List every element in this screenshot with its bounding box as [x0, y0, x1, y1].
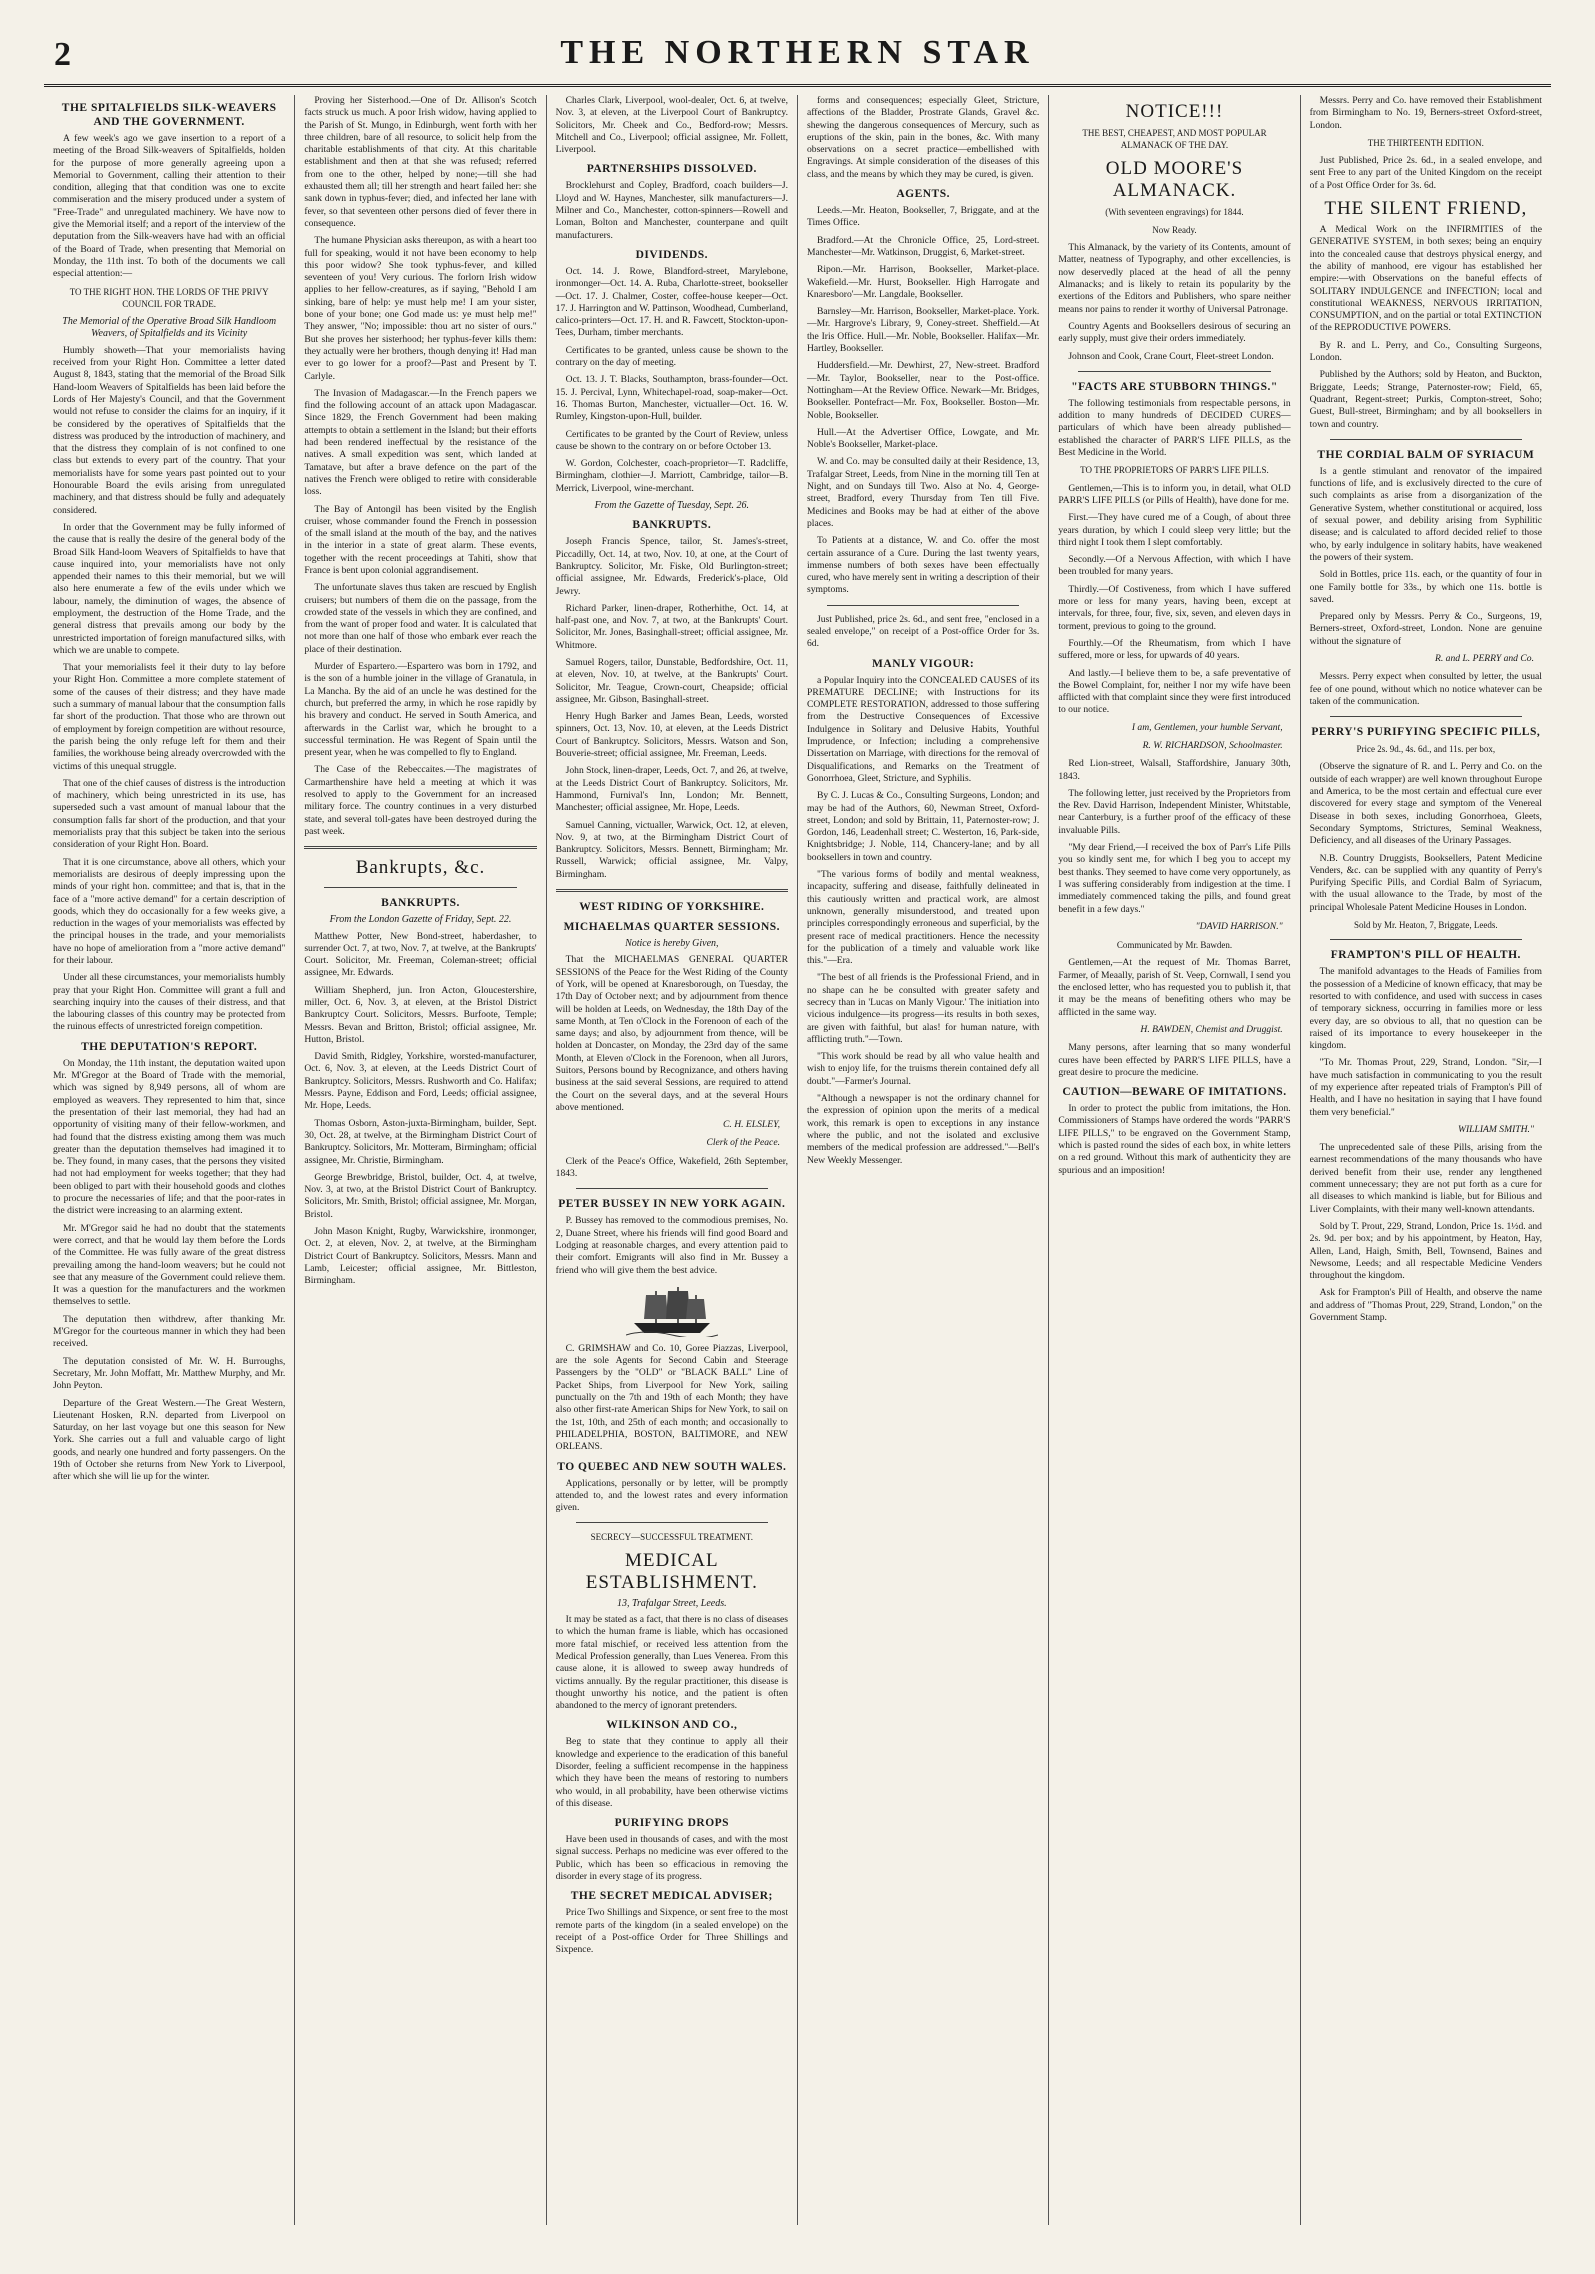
notice-subheading: Notice is hereby Given,	[625, 938, 719, 950]
paragraph: In order that the Government may be fully informed of the cause that is really the desire of the general body of the Broad Silk Hand-loom Weavers of Spitalfields to have that cause inquired into, your memorialists have not only appended their names to this their memorial, but we will also here enumerate a few of the evils under which we labour, namely, the diminution of wages, the absence of employment, the destruction of the Home Trade, and the general distress that prevails among our body by the unrestricted importation of foreign manufactured silks, with which we are unable to compete.	[53, 521, 286, 656]
paragraph: The Bay of Antongil has been visited by the English cruiser, whose commander found the French in possession of the small island at the mouth of the bay, and the natives in the interior in a state of great alarm. These events, together with the recent proceedings at Tahiti, show that France is bent upon colonial aggrandisement.	[304, 503, 537, 576]
paragraph: First.—They have cured me of a Cough, of about three years duration, by which I could sleep very little; but the third night I took them I slept comfortably.	[1058, 512, 1291, 548]
advert-heading: MEDICAL ESTABLISHMENT.	[585, 1549, 758, 1593]
paragraph: It may be stated as a fact, that there is no class of diseases to which the human frame is liable, which has occasioned more fatal mischief, or received less attention from the Medical Profession generally, than Lues Venerea. From this cause alone, it is allowed to sweep away hundreds of victims annually. By the regular practitioner, this disease is thought unworthy his notice, and the patient is often abandoned to the mercy of ignorant pretenders.	[555, 1614, 788, 1712]
column-1	[44, 95, 295, 2225]
column-3	[547, 95, 798, 2225]
paragraph: That it is one circumstance, above all others, which your memorialists are desirous of deeply impressing upon the minds of your right hon. committee; and that is, that in the face of a "more active demand" for a certain description of goods, which they do occasionally for a few weeks give, a reduction in the wages of your memorialists was effected by the principal houses in the trade, and your memorialists have no hope of amelioration from a "more active demand" for their labour.	[53, 856, 286, 966]
paragraph: By C. J. Lucas & Co., Consulting Surgeons, London; and may be had of the Authors, 60, Newman Street, Oxford-street, London; and sold by Brittain, 11, Paternoster-row; J. Gordon, 146, Leadenhall street; C. Westerton, 16, Park-side, Knightsbridge; J. Noble, 114, Chancery-lane; and by all booksellers in town and country.	[806, 790, 1040, 863]
paragraph: W. Gordon, Colchester, coach-proprietor—T. Radcliffe, Birmingham, clothier—J. Marriott, Cambridge, tailor—B. Merrick, Liverpool, wine-merchant.	[555, 458, 788, 494]
paragraph: Richard Parker, linen-draper, Rotherhithe, Oct. 14, at half-past one, and Nov. 7, at two, at the Bankrupts' Court. Solicitor, Mr. Jones, Basinghall-street; official assignee, Mr. Whitmore.	[555, 602, 788, 651]
paragraph: Price Two Shillings and Sixpence, or sent free to the most remote parts of the kingdom (in a sealed envelope) on the receipt of a Post-office Order for Three Shillings and Sixpence.	[555, 1907, 788, 1956]
paragraph: Hull.—At the Advertiser Office, Lowgate, and Mr. Noble's Bookseller, Market-place.	[806, 426, 1040, 451]
paragraph: Samuel Rogers, tailor, Dunstable, Bedfordshire, Oct. 11, at eleven, Nov. 10, at twelve, at the Bankrupts' Court. Solicitor, Mr. Teague, Crown-court, Cheapside; official assignee, Mr. Gibson, Basinghall-street.	[555, 656, 788, 705]
notice-heading: WEST RIDING OF YORKSHIRE.	[579, 901, 765, 914]
paragraph: Is a gentle stimulant and renovator of the impaired functions of life, and is exclusively directed to the cure of such complaints as arise from a disorganization of the Generative System, whether constitutional or acquired, loss of sexual power, and debility arising from Syphilitic disease; and is calculated to afford decided relief to those who, by early indulgence in solitary habits, have weakened the powers of their system.	[1309, 465, 1542, 563]
paragraph: C. GRIMSHAW and Co. 10, Goree Piazzas, Liverpool, are the sole Agents for Second Cabin and Steerage Passengers by the "OLD" or "BLACK BALL" Line of Packet Ships, from Liverpool for New York, sailing punctually on the 7th and 19th of each Month; they have also other first-rate American Ships for New York, to sail on the 1st, 10th, and 25th of each month; and occasionally to PHILADELPHIA, BOSTON, BALTIMORE, and NEW ORLEANS.	[555, 1342, 788, 1453]
paragraph: John Mason Knight, Rugby, Warwickshire, ironmonger, Oct. 2, at eleven, Nov. 2, at twelve, at the Birmingham District Court of Bankruptcy. Solicitors, Messrs. Mann and Lamb, Leicester; official assignee, Mr. Bittleston, Birmingham.	[304, 1226, 537, 1287]
newspaper-title: THE NORTHERN STAR	[560, 34, 1035, 71]
paragraph: That one of the chief causes of distress is the introduction of machinery, which being unrestricted in its use, has superseded such a vast amount of manual labour that the consumption falls far short of the production, and that your memorialists pray that this subject be taken into the serious consideration of your Right Hon. Board.	[53, 777, 286, 851]
section-heading: Bankrupts, &c.	[355, 857, 486, 879]
paragraph: Brocklehurst and Copley, Bradford, coach builders—J. Lloyd and W. Haynes, Manchester, silk manufacturers—J. Milner and Co., Manchester, cotton-spinners—Rowell and Loman, Bolton and Manchester, counterpane and quilt manufacturers.	[555, 180, 788, 241]
paragraph: Have been used in thousands of cases, and with the most signal success. Perhaps no medicine was ever offered to the Public, which has been so efficacious in removing the disorder in every stage of its progress.	[555, 1834, 788, 1883]
paragraph: The deputation consisted of Mr. W. H. Burroughs, Secretary, Mr. John Moffatt, Mr. Matthew Murphy, and Mr. John Peyton.	[53, 1355, 286, 1392]
advert-heading: THE CORDIAL BALM OF SYRIACUM	[1317, 448, 1535, 461]
paragraph: Johnson and Cook, Crane Court, Fleet-street London.	[1068, 350, 1274, 362]
section-heading: PARTNERSHIPS DISSOLVED.	[586, 163, 757, 176]
paragraph: A few week's ago we gave insertion to a report of a meeting of the Broad Silk-weavers of Spitalfields, holden for the purpose of more generally agreeing upon a Memorial to Government, calling their attention to their condition, alleging that that condition was one to excite commiseration and the misery produced under a system of "Free-Trade" and unregulated machinery. We have now to give the Memorial itself; and a report of the interview of the deputation from the Silk-weavers have had with an official of the Board of Trade, when presenting that Memorial on Monday, the 11th inst. To both of the documents we call especial attention:—	[53, 133, 286, 280]
paragraph: Sold by T. Prout, 229, Strand, London, Price 1s. 1½d. and 2s. 9d. per box; and by his appointment, by Heaton, Hay, Allen, Land, Haigh, Smith, Bell, Townsend, Baines and Newsome, Leeds; and all respectable Medicine Venders throughout the kingdom.	[1309, 1220, 1542, 1282]
paragraph: Thirdly.—Of Costiveness, from which I have suffered more or less for many years, having been, except at intervals, for three, four, five, six, seven, and eleven days in torment, previous to going to the ground.	[1058, 583, 1291, 632]
paragraph: Oct. 14. J. Rowe, Blandford-street, Marylebone, ironmonger—Oct. 14. A. Ruba, Charlotte-street, bookseller—Oct. 17. J. Chalmer, Coster, coffee-house keeper—Oct. 17. J. Harrington and W. Pattinson, Woodhead, Cumberland, calico-printers—Oct. 17. H. and R. Fawcett, Stockton-upon-Tees, Durham, timber merchants.	[555, 265, 788, 339]
sailing-ship-icon	[626, 1285, 718, 1337]
column-2	[295, 95, 546, 2225]
paragraph: "This work should be read by all who value health and wish to enjoy life, for the truisms therein contained defy all doubt."—Farmer's Journal.	[806, 1051, 1040, 1087]
paragraph: On Monday, the 11th instant, the deputation waited upon Mr. M'Gregor at the Board of Trade with the memorial, which was signed by 8,949 persons, all of whom are employed as weavers. They represented to him that, since the presentation of their last memorial, they had had an opportunity of visiting many of their fellow-workmen, and had found that the distress existing among them was much greater than the deputation themselves had imagined it to be. They found, in many cases, that the persons they visited had not had employment for weeks together; that they had been obliged to part with their household goods and clothes to procure the necessaries of life; and that the poor-rates in the district were increasing to an alarming extent.	[53, 1057, 286, 1217]
signature: R. W. RICHARDSON, Schoolmaster.	[1142, 739, 1283, 751]
paragraph: The Case of the Rebeccaites.—The magistrates of Carmarthenshire have held a meeting at which it was resolved to apply to the Government for an increased military force. The country continues in a very disturbed state, and several toll-gates have been destroyed during the past week.	[304, 764, 537, 837]
gazette-date: From the London Gazette of Friday, Sept. 22.	[329, 914, 512, 926]
paragraph: A Medical Work on the INFIRMITIES of the GENERATIVE SYSTEM, in both sexes; being an enquiry into the concealed cause that destroys physical energy, and the ability of manhood, ere vigour has established her empire:—with Observations on the baneful effects of SOLITARY INDULGENCE and INFECTION; local and constitutional WEAKNESS, NERVOUS IRRITATION, CONSUMPTION, and on the partial or total EXTINCTION of the REPRODUCTIVE POWERS.	[1309, 224, 1542, 334]
paragraph: Under all these circumstances, your memorialists humbly pray that your Right Hon. Committee will grant a full and searching inquiry into the causes of their distress, and that the labouring classes of this country may be protected from the ruinous effects of unrestricted foreign competition.	[53, 972, 286, 1033]
column-5	[1049, 95, 1300, 2225]
paragraph: Messrs. Perry and Co. have removed their Establishment from Birmingham to No. 19, Berners-street Oxford-street, London.	[1309, 95, 1542, 131]
paragraph: Charles Clark, Liverpool, wool-dealer, Oct. 6, at twelve, Nov. 3, at eleven, at the Liverpool Court of Bankruptcy. Solicitors, Mr. Cheek and Co., Bedford-row; Messrs. Mitchell and Co., Liverpool; official assignee, Mr. Follett, Liverpool.	[555, 95, 788, 156]
paragraph: "The various forms of bodily and mental weakness, incapacity, suffering and disease, faithfully delineated in this cautiously written and practical work, are almost unknown, generally misunderstood, and treated upon principles correspondingly erroneous and superficial, by the present race of medical practitioners. Hence the necessity for the publication of a timely and valuable work like this."—Era.	[806, 869, 1040, 967]
paragraph: Gentlemen,—At the request of Mr. Thomas Barret, Farmer, of Meaally, parish of St. Veep, Cornwall, I send you the enclosed letter, who has requested you to publish it, that it may be the means of benefiting others who may be afflicted in the same way.	[1058, 957, 1291, 1018]
paragraph: Joseph Francis Spence, tailor, St. James's-street, Piccadilly, Oct. 14, at two, Nov. 10, at one, at the Court of Bankruptcy. Solicitor, Mr. Fiske, Old Burlington-street; official assignee, Mr. Edwards, Frederick's-place, Old Jewry.	[555, 536, 788, 597]
almanack-subheading: (With seventeen engravings) for 1844.	[1105, 206, 1244, 217]
paragraph: W. and Co. may be consulted daily at their Residence, 13, Trafalgar Street, Leeds, from Nine in the morning till Ten at Night, and on Sundays till Two. Also at No. 4, George-street, Bradford, every Thursday from Ten till Five. Medicines and Books may be had at either of the above places.	[806, 456, 1040, 529]
advert-heading: THE SILENT FRIEND,	[1324, 198, 1528, 220]
advert-tagline: SECRECY—SUCCESSFUL TREATMENT.	[590, 1532, 753, 1543]
price-line: Price 2s. 9d., 4s. 6d., and 11s. per box,	[1356, 744, 1496, 755]
signature: "DAVID HARRISON."	[1195, 920, 1283, 932]
paragraph: Thomas Osborn, Aston-juxta-Birmingham, builder, Sept. 30, Oct. 28, at twelve, at the Birmingham District Court of Bankruptcy. Solicitors, Mr. Motteram, Birmingham; official assignee, Mr. Christie, Birmingham.	[304, 1117, 537, 1166]
paragraph: Matthew Potter, New Bond-street, haberdasher, to surrender Oct. 7, at two, Nov. 7, at twelve, at the Bankrupts' Court. Solicitor, Mr. Freeman, Coleman-street; official assignee, Mr. Edwards.	[304, 930, 537, 979]
letter-source: Communicated by Mr. Bawden.	[1116, 940, 1233, 951]
address-line: TO THE RIGHT HON. THE LORDS OF THE PRIVY COUNCIL FOR TRADE.	[69, 286, 269, 309]
almanack-heading: OLD MOORE'S ALMANACK.	[1105, 157, 1244, 201]
paragraph: Leeds.—Mr. Heaton, Bookseller, 7, Briggate, and at the Times Office.	[806, 205, 1040, 229]
divider	[1330, 716, 1522, 717]
paragraph: Messrs. Perry expect when consulted by letter, the usual fee of one pound, without which no notice whatever can be taken of the communication.	[1309, 671, 1542, 707]
paragraph: Many persons, after learning that so many wonderful cures have been effected by PARR'S LIFE PILLS, have a great desire to procure the medicine.	[1058, 1042, 1291, 1078]
paragraph: Fourthly.—Of the Rheumatism, from which I have suffered, more or less, for upwards of 40 years.	[1058, 637, 1291, 662]
paragraph: Just Published, price 2s. 6d., and sent free, "enclosed in a sealed envelope," on receipt of a Post-office Order for 3s. 6d.	[806, 613, 1040, 650]
section-heading: BANKRUPTS.	[381, 897, 460, 910]
masthead	[44, 30, 1551, 87]
notice-subheading: THE BEST, CHEAPEST, AND MOST POPULAR ALMANACK OF THE DAY.	[1082, 128, 1267, 151]
section-heading: AGENTS.	[896, 188, 950, 201]
memorial-title: The Memorial of the Operative Broad Silk Handloom Weavers, of Spitalfields and its Vicinity	[62, 316, 277, 340]
advert-heading: TO QUEBEC AND NEW SOUTH WALES.	[557, 1460, 787, 1473]
paragraph: Certificates to be granted, unless cause be shown to the contrary on the day of meeting.	[555, 344, 788, 369]
paragraph: Proving her Sisterhood.—One of Dr. Allison's Scotch facts struck us much. A poor Irish widow, having applied to the Parish of St. Mungo, in Edinburgh, went forth with her three children, bare of all resource, to solicit help from the charitable establishments of that city. At this charitable establishment and then at that she was refused; referred from one to the other, helped by none;—till she had exhausted them all; till her strength and heart failed her: she sank down in typhus-fever; died, and infected her lane with fever, so that seventeen other persons died of fever there in consequence.	[304, 95, 537, 229]
paragraph: The following letter, just received by the Proprietors from the Rev. David Harrison, Independent Minister, Whitstable, near Canterbury, is a further proof of the efficacy of these invaluable Pills.	[1058, 787, 1291, 836]
column-4	[798, 95, 1049, 2225]
paragraph: The unfortunate slaves thus taken are rescued by English cruisers; but numbers of them die on the passage, from the crowded state of the vessels in which they are confined, and from the want of proper food and water. It is calculated that not more than one half of those who embark ever reach the place of their destination.	[304, 582, 537, 655]
paragraph: Samuel Canning, victualler, Warwick, Oct. 12, at eleven, Nov. 9, at two, at the Birmingham District Court of Bankruptcy. Solicitors, Messrs. Bennett, Birmingham; Mr. Russell, Warwick; official assignee, Mr. Valpy, Birmingham.	[555, 819, 788, 880]
paragraph: Murder of Espartero.—Espartero was born in 1792, and is the son of a humble joiner in the village of Granatula, in La Mancha. By the aid of an uncle he was destined for the church, but preferred the army, in which he rose rapidly by his bravery and conduct. He served in South America, and afterwards in the Carlist war, which he brought to a successful termination. He was Regent of Spain until the present year, when he was compelled to fly to England.	[304, 661, 537, 759]
paragraph: Certificates to be granted by the Court of Review, unless cause be shown to the contrary on or before October 13.	[555, 428, 788, 452]
notice-heading: NOTICE!!!	[1125, 101, 1224, 122]
paragraph: To Patients at a distance, W. and Co. offer the most certain assurance of a Cure. During the last twenty years, immense numbers of both sexes have been effectually cured, who have merely sent in writing a description of their symptoms.	[806, 535, 1040, 596]
paragraph: (Observe the signature of R. and L. Perry and Co. on the outside of each wrapper) are well known throughout Europe and America, to be the most certain and effectual cure ever discovered for every stage and symptom of the Venereal Disease in both sexes, including Gonorrhoea, Gleets, Secondary Symptoms, Strictures, Seminal Weakness, Deficiency, and all diseases of the Urinary Passages.	[1309, 761, 1542, 847]
paragraph: That the MICHAELMAS GENERAL QUARTER SESSIONS of the Peace for the West Riding of the County of York, will be opened at Knaresborough, on Tuesday, the 17th Day of October next; and by adjournment from thence will be holden at Leeds, on Wednesday, the 18th Day of the same Month, at Ten o'Clock in the Forenoon of each of the same days; and also, by adjournment from thence, will be holden at Doncaster, on Monday, the 23rd day of the same Month, at Eleven o'Clock in the Forenoon, when all Jurors, Suitors, Persons bound by Recognizance, and others having business at the said several Sessions, are required to attend the Court on the several days, and at the several Hours above mentioned.	[555, 954, 788, 1113]
paragraph: George Brewbridge, Bristol, builder, Oct. 4, at twelve, Nov. 3, at two, at the Bristol District Court of Bankruptcy. Solicitors, Mr. Smith, Bristol; official assignee, Mr. Morgan, Bristol.	[304, 1171, 537, 1220]
divider	[324, 887, 516, 888]
paragraph: The Invasion of Madagascar.—In the French papers we find the following account of an attack upon Madagascar. Since 1829, the French Government had been making attempts to obtain a settlement in the Island; but their efforts had been rendered ineffectual by the resistance of the natives. A small expedition was sent, which landed at Tamatave, but after a brave defence on the part of the natives the French were obliged to retire with considerable loss.	[304, 387, 537, 498]
notice-heading: MICHAELMAS QUARTER SESSIONS.	[563, 921, 781, 934]
paragraph: Red Lion-street, Walsall, Staffordshire, January 30th, 1843.	[1058, 758, 1291, 782]
advert-heading: "FACTS ARE STUBBORN THINGS."	[1071, 380, 1278, 393]
paragraph: forms and consequences; especially Gleet, Stricture, affections of the Bladder, Prostrate Glands, Gravel &c. shewing the dangerous consequences of Mercury, such as eruptions of the skin, pain in the bones, &c. With many observations on a secret practice—embellished with Engravings. At simple consideration of the diseases of this class, and the means by which they may be cured, is given.	[806, 95, 1040, 180]
paragraph: John Stock, linen-draper, Leeds, Oct. 7, and 26, at twelve, at the Leeds District Court of Bankruptcy. Solicitors, Mr. Hammond, Furnival's Inn, London; Mr. Bennett, Manchester; official assignee, Mr. Hope, Leeds.	[555, 765, 788, 814]
signature-title: Clerk of the Peace.	[706, 1137, 780, 1149]
paragraph: The deputation then withdrew, after thanking Mr. M'Gregor for the courteous manner in which they had been received.	[53, 1313, 286, 1350]
paragraph: Applications, personally or by letter, will be promptly attended to, and the lowest rates and every information given.	[555, 1477, 788, 1514]
paragraph: Ask for Frampton's Pill of Health, and observe the name and address of "Thomas Prout, 229, Strand, London," on the Government Stamp.	[1309, 1287, 1542, 1324]
edition-label: THE THIRTEENTH EDITION.	[1367, 137, 1484, 148]
divider	[556, 889, 788, 892]
signature: C. H. ELSLEY,	[723, 1119, 780, 1131]
caution-heading: CAUTION—BEWARE OF IMITATIONS.	[1062, 1086, 1287, 1099]
column-6	[1301, 95, 1551, 2225]
agent-line: Sold by Mr. Heaton, 7, Briggate, Leeds.	[1353, 920, 1498, 931]
advert-heading: PETER BUSSEY IN NEW YORK AGAIN.	[558, 1198, 786, 1211]
paragraph: William Shepherd, jun. Iron Acton, Gloucestershire, miller, Oct. 6, Nov. 3, at eleven, at the Bristol District Bankruptcy Court. Solicitors, Messrs. Burfoote, Temple; Messrs. Bevan and Britton, Bristol; official assignee, Mr. Hutton, Bristol.	[304, 984, 537, 1045]
paragraph: "Although a newspaper is not the ordinary channel for the expression of opinion upon the merits of a medical work, this remark is open to exceptions in any instance where the public, and not the isolated and exclusive members of the medical profession are addressed."—Bell's New Weekly Messenger.	[806, 1093, 1040, 1166]
signature: WILLIAM SMITH."	[1457, 1123, 1534, 1135]
paragraph: Oct. 13. J. T. Blacks, Southampton, brass-founder—Oct. 15. J. Percival, Lynn, Whitechapel-road, soap-maker—Oct. 16. Thomas Burton, Manchester, victualler—Oct. 16. W. Rumley, Kingston-upon-Hull, builder.	[555, 374, 788, 423]
columns	[44, 95, 1551, 2225]
paragraph: The manifold advantages to the Heads of Families from the possession of a Medicine of known efficacy, that may be resorted to with confidence, and used with success in cases of temporary sickness, occurring in families more or less every day, are so obvious to all, that no question can be raised of its importance to every housekeeper in the kingdom.	[1309, 966, 1542, 1052]
paragraph: The following testimonials from respectable persons, in addition to many hundreds of DECIDED CURES—particulars of which have been already published—established the character of PARR'S LIFE PILLS, as the Best Medicine in the World.	[1058, 397, 1291, 459]
advert-heading: MANLY VIGOUR:	[872, 657, 975, 670]
almanack-status: Now Ready.	[1152, 224, 1197, 235]
paragraph: David Smith, Ridgley, Yorkshire, worsted-manufacturer, Oct. 6, Nov. 3, at eleven, at the Leeds District Court of Bankruptcy. Solicitors, Messrs. Rushworth and Co. Halifax; Messrs. Payne, Eddison and Ford, Leeds; official assignee, Mr. Hope, Leeds.	[304, 1051, 537, 1112]
divider	[1330, 939, 1522, 940]
signature: I am, Gentlemen, your humble Servant,	[1131, 721, 1283, 733]
section-heading: BANKRUPTS.	[632, 519, 712, 532]
paragraph: "My dear Friend,—I received the box of Parr's Life Pills you so kindly sent me, for which I beg you to accept my best thanks. They seemed to have come very opportunely, as I was suffering considerably from indigestion at the time. I immediately commenced taking the pills, and found great benefit in a few days."	[1058, 842, 1291, 915]
paragraph: Mr. M'Gregor said he had no doubt that the statements were correct, and that he would lay them before the Lords of the Committee. He was fully aware of the great distress prevailing among the hand-loom weavers; but he could not see that any measure of the Government could relieve them. It was a question for the manufacturers and the workmen themselves to settle.	[53, 1222, 286, 1308]
divider	[304, 846, 536, 849]
section-heading: THE DEPUTATION'S REPORT.	[81, 1040, 258, 1053]
signature: H. BAWDEN, Chemist and Druggist.	[1140, 1023, 1283, 1035]
paragraph: The humane Physician asks thereupon, as with a heart too full for speaking, would it not have been economy to help this poor widow? She took typhus-fever, and killed seventeen of you! Very curious. The forlorn Irish widow applies to her fellow-creatures, as if saying, "Behold I am sinking, bare of help: ye must help me! I am your sister, bone of your bone; one God made us: ye must help me!" They answer, "No; impossible: thou art no sister of ours." But she proves her sisterhood; her typhus-fever kills them: they actually were her brothers, though denying it! Had man ever to go lower for a proof?—Past and Present by T. Carlyle.	[304, 235, 537, 382]
advert-address: 13, Trafalgar Street, Leeds.	[617, 1597, 727, 1609]
paragraph: This Almanack, by the variety of its Contents, amount of Matter, neatness of Typography, and other excellencies, is now deservedly placed at the head of all the penny Almanacks; and is likely to retain its popularity by the exertions of the Editors and Publishers, who spare neither means nor pains to render it worthy of Universal Patronage.	[1058, 242, 1291, 315]
divider	[1078, 371, 1270, 372]
paragraph: Just Published, Price 2s. 6d., in a sealed envelope, and sent Free to any part of the United Kingdom on the receipt of a Post Office Order for 3s. 6d.	[1309, 155, 1542, 191]
advert-heading: THE SECRET MEDICAL ADVISER;	[570, 1890, 773, 1903]
paragraph: That your memorialists feel it their duty to lay before your Right Hon. Committee a more complete statement of some of the causes of their distress; and they have made such a summary of manual labour that the consumption falls far short of the production. That those who are thrown out of employment by foreign competition are without resource, the parish being the only refuge left for them and their families, the workhouse being already overcrowded with the victims of this unequal struggle.	[53, 662, 286, 772]
paragraph: Henry Hugh Barker and James Bean, Leeds, worsted spinners, Oct. 13, Nov. 10, at eleven, at the Leeds District Court of Bankruptcy. Solicitors, Messrs. Watson and Son, Bouverie-street; official assignee, Mr. Freeman, Leeds.	[555, 711, 788, 760]
divider	[576, 1188, 768, 1189]
paragraph: N.B. Country Druggists, Booksellers, Patent Medicine Venders, &c. can be supplied with any quantity of Perry's Purifying Specific Pills, and Cordial Balm of Syriacum, with the usual allowance to the Trade, by most of the principal Wholesale Patent Medicine Houses in London.	[1309, 852, 1542, 913]
gazette-date: From the Gazette of Tuesday, Sept. 26.	[594, 500, 749, 512]
paragraph: Published by the Authors; sold by Heaton, and Buckton, Briggate, Leeds; Strange, Paternoster-row; Field, 65, Quadrant, Regent-street; Purkis, Compton-street, Soho; Guest, Bull-street, Birmingham; and by all booksellers in town and country.	[1309, 369, 1542, 430]
paragraph: Beg to state that they continue to apply all their knowledge and experience to the eradication of this baneful Disorder, feeling a sufficient recompense in the happiness which they have been the means of restoring to numbers who would, in all probability, have been otherwise victims of this disease.	[555, 1736, 788, 1809]
divider	[827, 605, 1019, 606]
paragraph: Clerk of the Peace's Office, Wakefield, 26th September, 1843.	[555, 1155, 788, 1180]
paragraph: P. Bussey has removed to the commodious premises, No. 2, Duane Street, where his friends will find good Board and Lodging at reasonable charges, and every attention paid to their comfort. Emigrants will also find in Mr. Bussey a friend who will give them the best advice.	[555, 1215, 788, 1276]
divider	[1330, 439, 1522, 440]
signature: R. and L. PERRY and Co.	[1435, 652, 1534, 664]
paragraph: a Popular Inquiry into the CONCEALED CAUSES of its PREMATURE DECLINE; with Instructions for its COMPLETE RESTORATION, addressed to those suffering from the Destructive Consequences of Excessive Indulgence in Solitary and Delusive Habits, Youthful Imprudence, or Infection; including a comprehensive Dissertation on Marriage, with directions for the removal of Disqualifications, and Remarks on the Treatment of Gonorrhoea, Gleet, Stricture, and Syphilis.	[806, 674, 1040, 784]
page-number: 2	[54, 36, 71, 73]
paragraph: Bradford.—At the Chronicle Office, 25, Lord-street. Manchester—Mr. Watkinson, Druggist, 6, Market-street.	[806, 234, 1040, 258]
paragraph: Sold in Bottles, price 11s. each, or the quantity of four in one Family bottle for 33s., by which one 11s. bottle is saved.	[1309, 569, 1542, 605]
paragraph: The unprecedented sale of these Pills, arising from the earnest recommendations of the many thousands who have derived benefit from their use, render any lengthened comment unnecessary; they are not put forth as a cure for all diseases to which mankind is liable, but for Bilious and Liver Complaints, with their many well-known attendants.	[1309, 1142, 1542, 1215]
paragraph: Humbly showeth—That your memorialists having received from your Right Hon. Committee a letter dated August 8, 1843, stating that the memorial of the Broad Silk Hand-loom Weavers of Spitalfields has been laid before the Lords of Her Majesty's Council, and that the Government would not refuse to consider the claims for an inquiry, if it be considered by the operatives of Spitalfields that the distress was produced by the introduction of machinery, and that the distress they complain of is not confined to one class but extends to every part of the country. That your memorialists have for some years past pointed out to your Honourable Board the evils arising from unregulated machinery, and that distress should be fully and adequately considered.	[53, 344, 286, 516]
advert-heading: PURIFYING DROPS	[614, 1817, 730, 1830]
paragraph: Secondly.—Of a Nervous Affection, with which I have been troubled for many years.	[1058, 554, 1291, 578]
paragraph: "The best of all friends is the Professional Friend, and in no shape can he be consulted with greater safety and secrecy than in 'Lucas on Manly Vigour.' The initiation into vicious indulgence—its progress—its results in both sexes, are given with faithful, but alas! for human nature, with afflicting truth."—Town.	[806, 972, 1040, 1045]
paragraph: And lastly.—I believe them to be, a safe preventative of the Bowel Complaint, for, neither I nor my wife have been afflicted with that complaint since they were first introduced to our notice.	[1058, 667, 1291, 716]
paragraph: Prepared only by Messrs. Perry & Co., Surgeons, 19, Berners-street, Oxford-street, London. None are genuine without the signature of	[1309, 611, 1542, 647]
paragraph: Barnsley—Mr. Harrison, Bookseller, Market-place. York.—Mr. Hargrove's Library, 9, Coney-street. Sheffield.—At the Iris Office. Hull.—Mr. Noble, Bookseller. Halifax—Mr. Hartley, Bookseller.	[806, 306, 1040, 355]
divider	[576, 1522, 768, 1523]
advert-heading: FRAMPTON'S PILL OF HEALTH.	[1330, 949, 1521, 962]
section-heading: DIVIDENDS.	[635, 248, 709, 261]
paragraph: "To Mr. Thomas Prout, 229, Strand, London. "Sir,—I have much satisfaction in communicating to you the result of my experience after repeated trials of Frampton's Pill of Health, and I have no hesitation in saying that I have found them very beneficial."	[1309, 1057, 1542, 1118]
paragraph: By R. and L. Perry, and Co., Consulting Surgeons, London.	[1309, 339, 1542, 364]
paragraph: Ripon.—Mr. Harrison, Bookseller, Market-place. Wakefield.—Mr. Hurst, Bookseller. High Harrogate and Knaresboro'—Mr. Langdale, Bookseller.	[806, 264, 1040, 300]
paragraph: Country Agents and Booksellers desirous of securing an early supply, must give their orders immediately.	[1058, 320, 1291, 345]
paragraph: Huddersfield.—Mr. Dewhirst, 27, New-street. Bradford—Mr. Taylor, Bookseller, near to the Post-office. Nottingham—At the Review Office. Newark—Mr. Bridges, Bookseller. Pontefract—Mr. Fox, Bookseller. Boston—Mr. Noble, Bookseller.	[806, 360, 1040, 421]
advert-heading: WILKINSON AND CO.,	[606, 1719, 738, 1732]
article-heading: THE SPITALFIELDS SILK-WEAVERS AND THE GOVERNMENT.	[61, 102, 277, 128]
paragraph: In order to protect the public from imitations, the Hon. Commissioners of Stamps have ordered the words "PARR'S LIFE PILLS," to be engraved on the Government Stamp, which is pasted round the sides of each box, in white letters on a red ground. Without this mark of authenticity they are spurious and an imposition!	[1058, 1103, 1291, 1176]
paragraph: Departure of the Great Western.—The Great Western, Lieutenant Hosken, R.N. departed from Liverpool on Saturday, on her last voyage but one this season for New York. She carries out a full and valuable cargo of light goods, and nearly one hundred and forty passengers. On the 19th of October she returns from New York to Liverpool, after which she will lie up for the winter.	[53, 1397, 286, 1483]
advert-heading: PERRY'S PURIFYING SPECIFIC PILLS,	[1311, 726, 1541, 739]
paragraph: Gentlemen,—This is to inform you, in detail, what OLD PARR'S LIFE PILLS (or Pills of Health), have done for me.	[1058, 482, 1291, 506]
letter-address: TO THE PROPRIETORS OF PARR'S LIFE PILLS.	[1080, 465, 1269, 476]
